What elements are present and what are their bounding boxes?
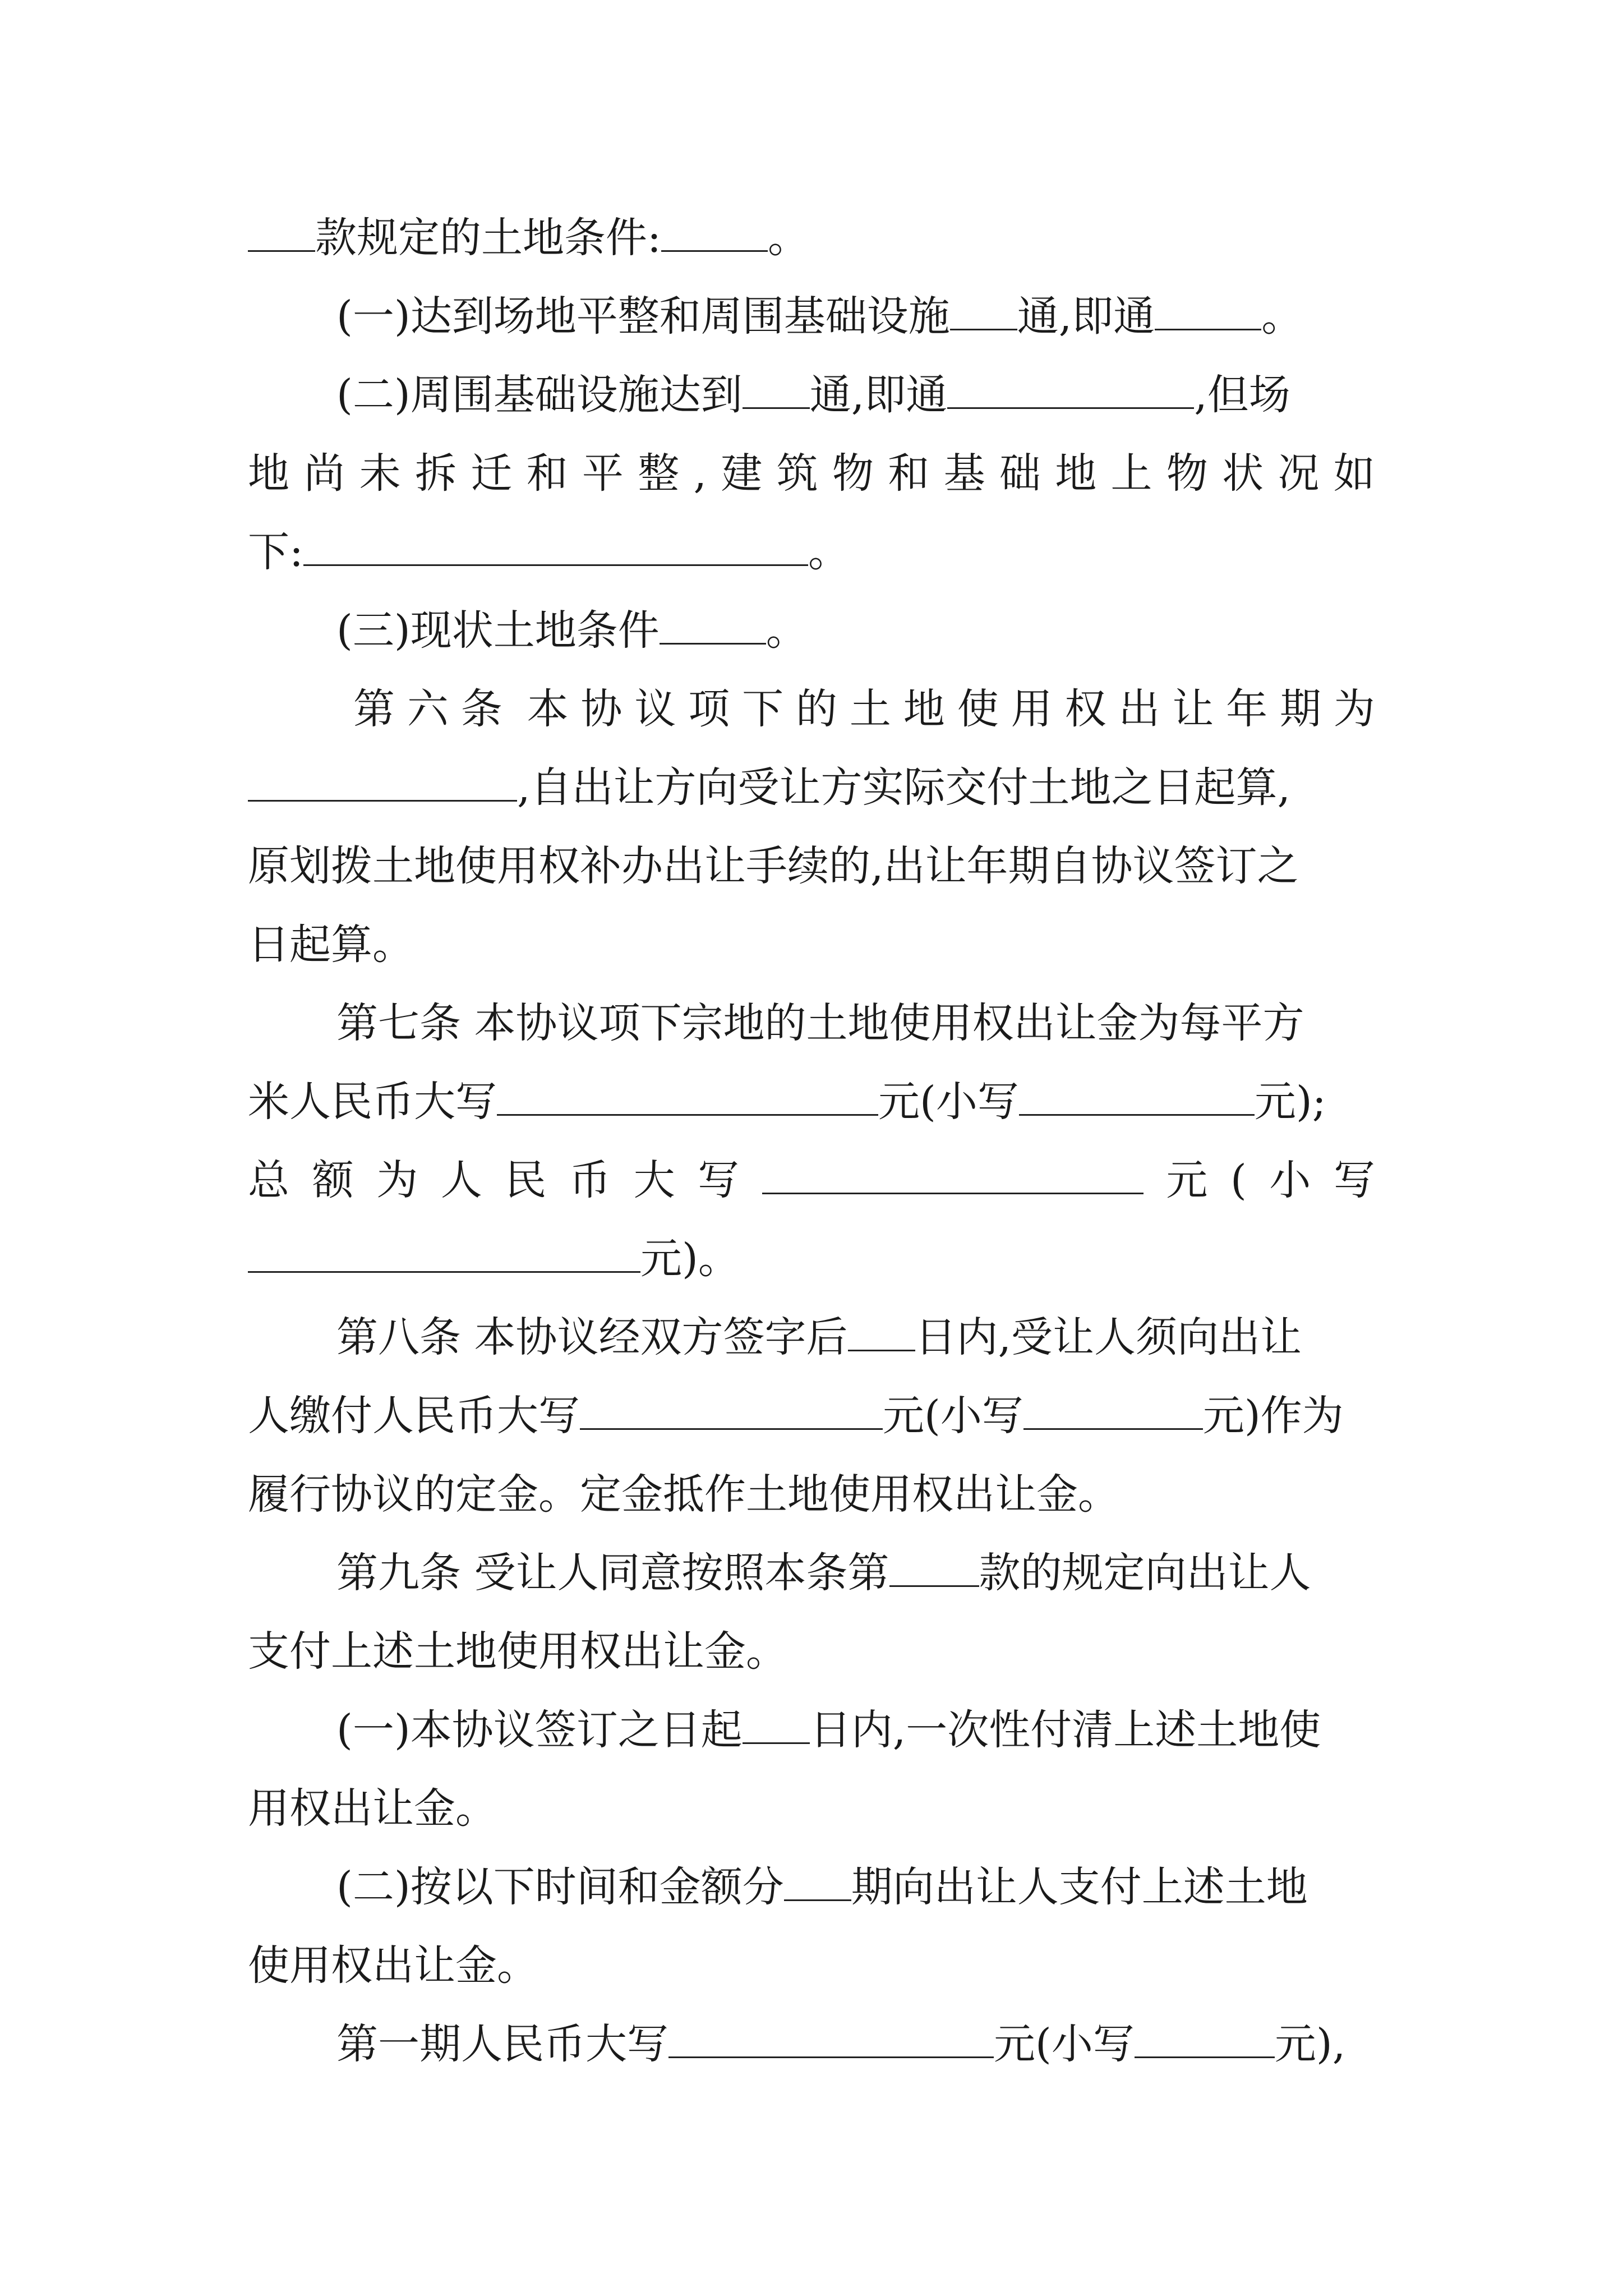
text-line: 人缴付人民币大写 元(小写 元)作为 bbox=[248, 1382, 1375, 1450]
text-line: 下: 。 bbox=[248, 518, 1375, 586]
text-line: ,自出让方向受让方实际交付土地之日起算, bbox=[248, 754, 1375, 821]
text-line: 用权出让金。 bbox=[248, 1784, 497, 1833]
text-line: 第九条 受让人同意按照本条第 款的规定向出让人 bbox=[336, 1539, 1375, 1607]
text-line: 地 尚 未 拆 迁 和 平 整 , 建 筑 物 和 基 础 地 上 物 状 况 如 bbox=[248, 449, 1375, 498]
blank-field bbox=[848, 1304, 915, 1351]
blank-field bbox=[1019, 1068, 1255, 1116]
blank-field bbox=[660, 597, 766, 645]
text-line: 元)。 bbox=[248, 1225, 1375, 1292]
blank-field bbox=[248, 204, 315, 252]
blank-field bbox=[1023, 1382, 1203, 1430]
text-line: 履行协议的定金。定金抵作土地使用权出让金。 bbox=[248, 1470, 1119, 1519]
blank-field bbox=[248, 1225, 640, 1273]
blank-field bbox=[950, 283, 1017, 330]
blank-field bbox=[497, 1068, 878, 1116]
text-line: 第 六 条 本 协 议 项 下 的 土 地 使 用 权 出 让 年 期 为 bbox=[353, 685, 1375, 733]
blank-field bbox=[784, 1853, 851, 1901]
text-line: (一)达到场地平整和周围基础设施 通,即通 。 bbox=[336, 283, 1375, 350]
blank-field bbox=[668, 2010, 994, 2058]
blank-field bbox=[947, 361, 1194, 409]
text-line: 总 额 为 人 民 币 大 写 元 ( 小 写 bbox=[248, 1147, 1375, 1214]
blank-field bbox=[889, 1539, 979, 1587]
blank-field bbox=[303, 518, 808, 566]
text-line: 使用权出让金。 bbox=[248, 1941, 538, 1990]
blank-field bbox=[1135, 2010, 1275, 2058]
blank-field bbox=[1155, 283, 1261, 330]
blank-field bbox=[661, 204, 768, 252]
blank-field bbox=[248, 754, 517, 802]
text-line: (一)本协议签订之日起 日内,一次性付清上述土地使 bbox=[336, 1696, 1375, 1764]
blank-field bbox=[580, 1382, 883, 1430]
text-line: (二)按以下时间和金额分 期向出让人支付上述土地 bbox=[336, 1853, 1375, 1921]
text-line: 原划拨土地使用权补办出让手续的,出让年期自协议签订之 bbox=[248, 842, 1299, 890]
text-line: 米人民币大写 元(小写 元); bbox=[248, 1068, 1375, 1135]
text-line: 第八条 本协议经双方签字后 日内,受让人须向出让 bbox=[336, 1304, 1375, 1371]
text-line: 日起算。 bbox=[248, 921, 414, 969]
text-line: 第七条 本协议项下宗地的土地使用权出让金为每平方 bbox=[336, 999, 1304, 1047]
blank-field bbox=[743, 1696, 810, 1744]
text-line: 款规定的土地条件: 。 bbox=[248, 204, 1375, 272]
blank-field bbox=[762, 1147, 1144, 1194]
text-line: 第一期人民币大写 元(小写 元), bbox=[336, 2010, 1375, 2078]
text-line: (三)现状土地条件 。 bbox=[336, 597, 1375, 664]
blank-field bbox=[743, 361, 810, 409]
text-line: (二)周围基础设施达到 通,即通 ,但场 bbox=[336, 361, 1375, 429]
text-line: 支付上述土地使用权出让金。 bbox=[248, 1627, 787, 1676]
